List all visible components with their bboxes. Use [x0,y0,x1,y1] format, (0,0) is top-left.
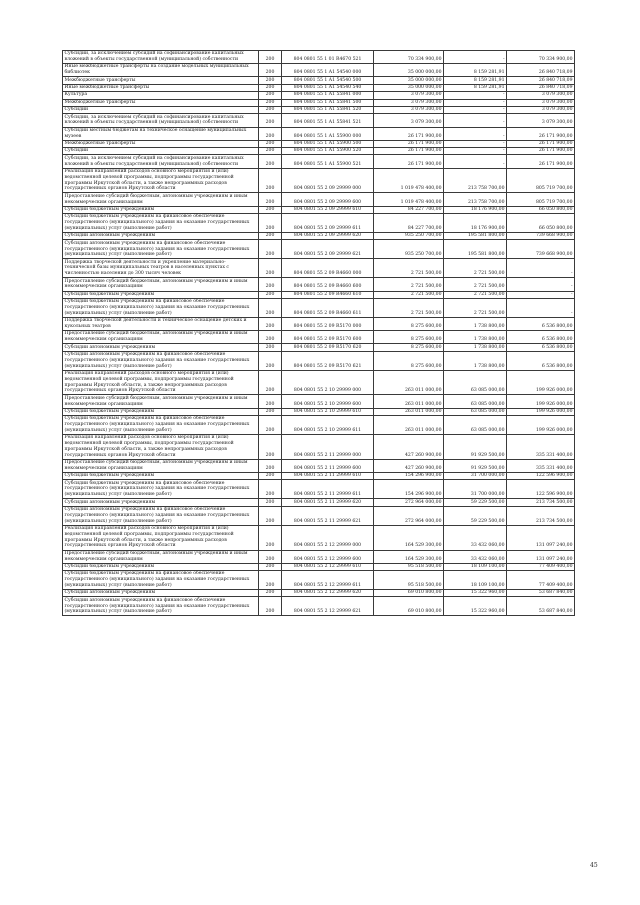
row-approved-amount-cell: 935 250 700,00 [374,240,444,259]
row-line-code-cell: 200 [259,370,282,395]
row-unexecuted-amount-cell: 53 687 840,00 [507,590,575,597]
row-name-cell: Предоставление субсидий бюджетным, автономным учреждениям и иным некоммерческим организациям [63,193,259,206]
row-approved-amount-cell: 95 518 500,00 [374,563,444,570]
row-executed-amount-cell: 2 721 500,00 [444,278,507,291]
row-executed-amount-cell: 2 721 500,00 [444,298,507,317]
row-unexecuted-amount-cell: 131 097 240,00 [507,525,575,550]
row-classification-code-cell: 804 0801 55 2 11 29999 621 [282,506,374,525]
row-approved-amount-cell: 263 011 000,00 [374,395,444,408]
row-executed-amount-cell: - [444,99,507,106]
row-approved-amount-cell: 263 011 000,00 [374,408,444,415]
row-classification-code-cell: 804 0801 55 2 11 29999 600 [282,459,374,472]
row-unexecuted-amount-cell: 77 409 400,00 [507,571,575,590]
row-classification-code-cell: 804 0801 55 2 09 29999 000 [282,168,374,193]
row-line-code-cell: 200 [259,480,282,499]
row-line-code-cell: 200 [259,233,282,240]
row-unexecuted-amount-cell: 26 171 900,00 [507,148,575,155]
budget-sheet [62,50,574,616]
row-executed-amount-cell: 18 176 900,00 [444,214,507,233]
row-executed-amount-cell: 18 109 100,00 [444,571,507,590]
row-name-cell: Субсидии бюджетным учреждениям на финансовое обеспечение государственного (муниципального) задания на оказание государственных (муниципальных) услуг (выполнение работ) [63,416,259,435]
row-unexecuted-amount-cell: - [507,298,575,317]
row-unexecuted-amount-cell: 739 668 900,00 [507,240,575,259]
row-classification-code-cell: 804 0801 55 2 09 R4660 000 [282,259,374,278]
row-approved-amount-cell: 935 250 700,00 [374,233,444,240]
row-name-cell: Иные межбюджетные трансферты [63,84,259,91]
row-line-code-cell: 200 [259,278,282,291]
row-approved-amount-cell: 69 010 800,00 [374,590,444,597]
row-name-cell: Субсидии бюджетным учреждениям на финансовое обеспечение государственного (муниципального) задания на оказание государственных (муниципальных) услуг (выполнение работ) [63,480,259,499]
row-approved-amount-cell: 70 334 900,00 [374,51,444,64]
row-unexecuted-amount-cell: - [507,291,575,298]
row-line-code-cell: 200 [259,499,282,506]
row-executed-amount-cell: 59 229 500,00 [444,506,507,525]
row-unexecuted-amount-cell: 26 840 718,09 [507,77,575,84]
row-classification-code-cell: 804 0801 55 1 A1 55841 520 [282,106,374,113]
table-row [63,233,575,240]
row-classification-code-cell: 804 0801 55 2 09 29999 610 [282,206,374,213]
row-line-code-cell: 200 [259,291,282,298]
row-approved-amount-cell: 8 275 600,00 [374,331,444,344]
row-name-cell: Субсидии бюджетным учреждениям [63,408,259,415]
row-unexecuted-amount-cell: 3 079 300,00 [507,92,575,99]
table-row [63,571,575,590]
row-name-cell: Субсидии бюджетным учреждениям [63,206,259,213]
row-classification-code-cell: 804 0801 55 2 11 29999 620 [282,499,374,506]
row-unexecuted-amount-cell: 26 171 900,00 [507,127,575,140]
row-unexecuted-amount-cell: 122 596 900,00 [507,473,575,480]
row-line-code-cell: 200 [259,99,282,106]
table-row [63,240,575,259]
row-unexecuted-amount-cell: 6 536 800,00 [507,344,575,351]
row-unexecuted-amount-cell: 213 734 500,00 [507,506,575,525]
table-row [63,597,575,616]
row-name-cell: Реализация направлений расходов основного мероприятия и (или) ведомственной целевой программы, подпрограммы государственной программы Иркутской области, а также непрограммных расходов государственных органов Иркутской области [63,525,259,550]
row-line-code-cell: 200 [259,525,282,550]
row-unexecuted-amount-cell: 739 668 900,00 [507,233,575,240]
row-line-code-cell: 200 [259,344,282,351]
row-classification-code-cell: 804 0801 55 1 A1 55900 521 [282,155,374,168]
row-unexecuted-amount-cell: 6 536 800,00 [507,351,575,370]
row-approved-amount-cell: 2 721 500,00 [374,278,444,291]
row-unexecuted-amount-cell: 6 536 800,00 [507,317,575,330]
row-approved-amount-cell: 84 227 700,00 [374,214,444,233]
table-row [63,459,575,472]
row-name-cell: Поддержка творческой деятельности и укрепление материально-технической базы муниципальных театров в населенных пунктах с численностью населения до 300 тысяч человек [63,259,259,278]
row-classification-code-cell: 804 0801 55 1 01 R4670 521 [282,51,374,64]
row-approved-amount-cell: 2 721 500,00 [374,291,444,298]
row-classification-code-cell: 804 0801 55 1 A1 55900 500 [282,140,374,147]
row-approved-amount-cell: 3 079 300,00 [374,92,444,99]
row-name-cell: Субсидии бюджетным учреждениям на финансовое обеспечение государственного (муниципального) задания на оказание государственных (муниципальных) услуг (выполнение работ) [63,298,259,317]
row-executed-amount-cell: 18 109 100,00 [444,563,507,570]
row-executed-amount-cell: 31 700 000,00 [444,473,507,480]
row-unexecuted-amount-cell: 3 079 300,00 [507,99,575,106]
row-classification-code-cell: 804 0801 55 1 A1 55841 000 [282,92,374,99]
row-classification-code-cell: 804 0801 55 2 12 29999 611 [282,571,374,590]
row-name-cell: Реализация направлений расходов основного мероприятия и (или) ведомственной целевой программы, подпрограммы государственной программы Иркутской области, а также непрограммных расходов государственных органов Иркутской области [63,370,259,395]
row-approved-amount-cell: 272 964 000,00 [374,506,444,525]
row-line-code-cell: 200 [259,259,282,278]
row-classification-code-cell: 804 0801 55 2 12 29999 620 [282,590,374,597]
table-row [63,193,575,206]
row-line-code-cell: 200 [259,77,282,84]
row-line-code-cell: 200 [259,563,282,570]
table-row [63,77,575,84]
row-name-cell: Межбюджетные трансферты [63,99,259,106]
row-approved-amount-cell: 2 721 500,00 [374,298,444,317]
row-approved-amount-cell: 35 000 000,00 [374,64,444,77]
row-unexecuted-amount-cell: 70 334 900,00 [507,51,575,64]
table-row [63,278,575,291]
row-unexecuted-amount-cell: 199 926 000,00 [507,416,575,435]
row-line-code-cell: 200 [259,351,282,370]
row-classification-code-cell: 804 0801 55 2 12 29999 621 [282,597,374,616]
table-row [63,298,575,317]
row-approved-amount-cell: 95 518 500,00 [374,571,444,590]
row-line-code-cell: 200 [259,106,282,113]
row-line-code-cell: 200 [259,435,282,460]
table-row [63,525,575,550]
table-row [63,370,575,395]
row-line-code-cell: 200 [259,317,282,330]
row-unexecuted-amount-cell: 6 536 800,00 [507,331,575,344]
row-name-cell: Субсидии автономным учреждениям [63,499,259,506]
row-name-cell: Иные межбюджетные трансферты на создание модельных муниципальных библиотек [63,64,259,77]
row-line-code-cell: 200 [259,331,282,344]
table-row [63,92,575,99]
row-executed-amount-cell: 91 929 500,00 [444,459,507,472]
row-approved-amount-cell: 8 275 600,00 [374,351,444,370]
table-row [63,506,575,525]
table-row [63,473,575,480]
row-line-code-cell: 200 [259,459,282,472]
row-line-code-cell: 200 [259,148,282,155]
row-unexecuted-amount-cell: 26 840 718,09 [507,64,575,77]
row-classification-code-cell: 804 0801 55 2 09 R4660 611 [282,298,374,317]
table-row [63,114,575,127]
row-line-code-cell: 200 [259,590,282,597]
row-approved-amount-cell: 35 000 000,00 [374,77,444,84]
table-row [63,590,575,597]
row-name-cell: Субсидии, за исключением субсидий на софинансирование капитальных вложений в объекты государственной (муниципальной) собственности [63,114,259,127]
row-name-cell: Межбюджетные трансферты [63,77,259,84]
table-row [63,499,575,506]
table-row [63,140,575,147]
row-unexecuted-amount-cell: 66 050 800,00 [507,206,575,213]
row-executed-amount-cell: 63 085 000,00 [444,408,507,415]
row-approved-amount-cell: 154 296 900,00 [374,473,444,480]
row-approved-amount-cell: 272 964 000,00 [374,499,444,506]
table-row [63,291,575,298]
row-classification-code-cell: 804 0801 55 2 11 29999 611 [282,480,374,499]
row-line-code-cell: 200 [259,206,282,213]
row-unexecuted-amount-cell: 131 097 240,00 [507,550,575,563]
row-executed-amount-cell: 15 322 960,00 [444,590,507,597]
table-row [63,408,575,415]
row-executed-amount-cell: 15 322 960,00 [444,597,507,616]
row-name-cell: Субсидии [63,106,259,113]
row-approved-amount-cell: 154 296 900,00 [374,480,444,499]
row-executed-amount-cell: 1 738 800,00 [444,317,507,330]
row-name-cell: Предоставление субсидий бюджетным, автономным учреждениям и иным некоммерческим организациям [63,550,259,563]
row-line-code-cell: 200 [259,240,282,259]
row-classification-code-cell: 804 0801 55 1 A1 54540 540 [282,84,374,91]
row-classification-code-cell: 804 0801 55 2 09 R5170 600 [282,331,374,344]
row-line-code-cell: 200 [259,155,282,168]
row-classification-code-cell: 804 0801 55 2 10 29999 610 [282,408,374,415]
row-classification-code-cell: 804 0801 55 2 09 29999 620 [282,233,374,240]
row-name-cell: Реализация направлений расходов основного мероприятия и (или) ведомственной целевой программы, подпрограммы государственной программы Иркутской области, а также непрограммных расходов государственных органов Иркутской области [63,168,259,193]
row-approved-amount-cell: 3 079 300,00 [374,99,444,106]
row-unexecuted-amount-cell: 805 719 700,00 [507,168,575,193]
row-unexecuted-amount-cell: 335 331 400,00 [507,435,575,460]
table-row [63,435,575,460]
table-row [63,155,575,168]
row-line-code-cell: 200 [259,84,282,91]
row-classification-code-cell: 804 0801 55 2 09 29999 611 [282,214,374,233]
row-unexecuted-amount-cell: 199 926 000,00 [507,408,575,415]
row-executed-amount-cell: 8 159 281,91 [444,64,507,77]
row-name-cell: Субсидии автономным учреждениям на финансовое обеспечение государственного (муниципального) задания на оказание государственных (муниципальных) услуг (выполнение работ) [63,506,259,525]
row-executed-amount-cell: 18 176 900,00 [444,206,507,213]
row-classification-code-cell: 804 0801 55 2 09 R4660 600 [282,278,374,291]
row-classification-code-cell: 804 0801 55 1 A1 55841 521 [282,114,374,127]
row-name-cell: Субсидии, за исключением субсидий на софинансирование капитальных вложений в объекты государственной (муниципальной) собственности [63,155,259,168]
row-executed-amount-cell: 8 159 281,91 [444,84,507,91]
row-name-cell: Предоставление субсидий бюджетным, автономным учреждениям и иным некоммерческим организациям [63,331,259,344]
row-executed-amount-cell: 213 758 700,00 [444,193,507,206]
row-name-cell: Реализация направлений расходов основного мероприятия и (или) ведомственной целевой программы, подпрограммы государственной программы Иркутской области, а также непрограммных расходов государственных органов Иркутской области [63,435,259,460]
row-executed-amount-cell: 1 738 800,00 [444,344,507,351]
row-name-cell: Субсидии автономным учреждениям на финансовое обеспечение государственного (муниципального) задания на оказание государственных (муниципальных) услуг (выполнение работ) [63,240,259,259]
row-line-code-cell: 200 [259,92,282,99]
row-approved-amount-cell: 26 171 900,00 [374,155,444,168]
row-executed-amount-cell: 1 738 800,00 [444,351,507,370]
row-approved-amount-cell: 84 227 700,00 [374,206,444,213]
table-row [63,148,575,155]
row-executed-amount-cell: 195 581 800,00 [444,233,507,240]
table-row [63,99,575,106]
row-unexecuted-amount-cell: 53 687 840,00 [507,597,575,616]
row-unexecuted-amount-cell: 66 050 800,00 [507,214,575,233]
row-classification-code-cell: 804 0801 55 2 09 R4660 610 [282,291,374,298]
row-classification-code-cell: 804 0801 55 2 10 29999 600 [282,395,374,408]
row-classification-code-cell: 804 0801 55 2 10 29999 611 [282,416,374,435]
row-executed-amount-cell: - [444,51,507,64]
row-name-cell: Субсидии автономным учреждениям [63,590,259,597]
row-approved-amount-cell: 3 079 300,00 [374,106,444,113]
row-unexecuted-amount-cell: 26 171 900,00 [507,140,575,147]
row-line-code-cell: 200 [259,64,282,77]
row-executed-amount-cell: - [444,148,507,155]
row-approved-amount-cell: 2 721 500,00 [374,259,444,278]
row-line-code-cell: 200 [259,395,282,408]
table-row [63,214,575,233]
row-line-code-cell: 200 [259,473,282,480]
row-line-code-cell: 200 [259,298,282,317]
row-classification-code-cell: 804 0801 55 1 A1 54540 500 [282,77,374,84]
row-unexecuted-amount-cell: 213 734 500,00 [507,499,575,506]
row-executed-amount-cell: 91 929 500,00 [444,435,507,460]
row-unexecuted-amount-cell: 199 926 000,00 [507,395,575,408]
row-executed-amount-cell: 2 721 500,00 [444,291,507,298]
row-line-code-cell: 200 [259,51,282,64]
row-line-code-cell: 200 [259,114,282,127]
row-executed-amount-cell: 2 721 500,00 [444,259,507,278]
row-line-code-cell: 200 [259,550,282,563]
row-name-cell: Субсидии бюджетным учреждениям [63,563,259,570]
row-name-cell: Межбюджетные трансферты [63,140,259,147]
table-row [63,351,575,370]
row-approved-amount-cell: 164 529 300,00 [374,525,444,550]
row-name-cell: Субсидии бюджетным учреждениям [63,473,259,480]
row-unexecuted-amount-cell: 335 331 400,00 [507,459,575,472]
row-line-code-cell: 200 [259,140,282,147]
row-name-cell: Субсидии автономным учреждениям [63,344,259,351]
row-name-cell: Субсидии [63,148,259,155]
row-approved-amount-cell: 69 010 800,00 [374,597,444,616]
row-executed-amount-cell: - [444,92,507,99]
row-executed-amount-cell: 63 085 000,00 [444,395,507,408]
row-classification-code-cell: 804 0801 55 2 12 29999 610 [282,563,374,570]
row-classification-code-cell: 804 0801 55 1 A1 55900 520 [282,148,374,155]
row-name-cell: Субсидии автономным учреждениям на финансовое обеспечение государственного (муниципального) задания на оказание государственных (муниципальных) услуг (выполнение работ) [63,351,259,370]
row-approved-amount-cell: 26 171 900,00 [374,140,444,147]
row-name-cell: Субсидии бюджетным учреждениям на финансовое обеспечение государственного (муниципального) задания на оказание государственных (муниципальных) услуг (выполнение работ) [63,571,259,590]
row-name-cell: Предоставление субсидий бюджетным, автономным учреждениям и иным некоммерческим организациям [63,459,259,472]
row-classification-code-cell: 804 0801 55 2 12 29999 600 [282,550,374,563]
row-approved-amount-cell: 26 171 900,00 [374,127,444,140]
table-row [63,168,575,193]
row-approved-amount-cell: 8 275 600,00 [374,344,444,351]
row-unexecuted-amount-cell: 3 079 300,00 [507,114,575,127]
row-approved-amount-cell: 26 171 900,00 [374,148,444,155]
row-name-cell: Субсидии местным бюджетам на техническое оснащение муниципальных музеев [63,127,259,140]
row-line-code-cell: 200 [259,214,282,233]
row-executed-amount-cell: 33 432 060,00 [444,550,507,563]
row-approved-amount-cell: 427 260 900,00 [374,435,444,460]
table-row [63,106,575,113]
row-unexecuted-amount-cell: 199 926 000,00 [507,370,575,395]
table-row [63,416,575,435]
row-executed-amount-cell: 33 432 060,00 [444,525,507,550]
row-name-cell: Поддержка творческой деятельности и техническое оснащение детских и кукольных театров [63,317,259,330]
table-row [63,480,575,499]
table-row [63,563,575,570]
page-number: 45 [590,862,598,869]
row-unexecuted-amount-cell: 122 596 900,00 [507,480,575,499]
table-row [63,206,575,213]
row-classification-code-cell: 804 0801 55 2 12 29999 000 [282,525,374,550]
row-classification-code-cell: 804 0801 55 2 09 R5170 620 [282,344,374,351]
row-line-code-cell: 200 [259,193,282,206]
row-unexecuted-amount-cell: 77 409 400,00 [507,563,575,570]
row-classification-code-cell: 804 0801 55 1 A1 55841 500 [282,99,374,106]
table-row [63,51,575,64]
row-line-code-cell: 200 [259,571,282,590]
row-line-code-cell: 200 [259,597,282,616]
table-row [63,84,575,91]
row-name-cell: Субсидии, за исключением субсидий на софинансирование капитальных вложений в объекты государственной (муниципальной) собственности [63,51,259,64]
row-approved-amount-cell: 8 275 600,00 [374,317,444,330]
row-name-cell: Субсидии автономным учреждениям на финансовое обеспечение государственного (муниципального) задания на оказание государственных (муниципальных) услуг (выполнение работ) [63,597,259,616]
row-executed-amount-cell: - [444,127,507,140]
row-name-cell: Субсидии бюджетным учреждениям [63,291,259,298]
row-executed-amount-cell: 1 738 800,00 [444,331,507,344]
table-row [63,64,575,77]
row-classification-code-cell: 804 0801 55 2 09 29999 621 [282,240,374,259]
row-line-code-cell: 200 [259,506,282,525]
row-name-cell: Субсидии автономным учреждениям [63,233,259,240]
row-executed-amount-cell: 63 085 000,00 [444,416,507,435]
row-classification-code-cell: 804 0801 55 2 11 29999 610 [282,473,374,480]
row-executed-amount-cell: - [444,140,507,147]
row-line-code-cell: 200 [259,127,282,140]
row-name-cell: Субсидии бюджетным учреждениям на финансовое обеспечение государственного (муниципального) задания на оказание государственных (муниципальных) услуг (выполнение работ) [63,214,259,233]
row-line-code-cell: 200 [259,408,282,415]
table-row [63,344,575,351]
row-line-code-cell: 200 [259,168,282,193]
row-unexecuted-amount-cell: - [507,259,575,278]
row-approved-amount-cell: 427 260 900,00 [374,459,444,472]
row-executed-amount-cell: 8 159 281,91 [444,77,507,84]
row-executed-amount-cell: 195 581 800,00 [444,240,507,259]
row-classification-code-cell: 804 0801 55 2 09 R5170 000 [282,317,374,330]
row-executed-amount-cell: - [444,114,507,127]
row-classification-code-cell: 804 0801 55 1 A1 55900 000 [282,127,374,140]
table-row [63,127,575,140]
row-unexecuted-amount-cell: 26 171 900,00 [507,155,575,168]
table-row [63,550,575,563]
row-name-cell: Культура [63,92,259,99]
row-classification-code-cell: 804 0801 55 2 10 29999 000 [282,370,374,395]
row-unexecuted-amount-cell: 3 079 300,00 [507,106,575,113]
row-classification-code-cell: 804 0801 55 1 A1 54540 000 [282,64,374,77]
row-unexecuted-amount-cell: 805 719 700,00 [507,193,575,206]
row-approved-amount-cell: 263 011 000,00 [374,370,444,395]
row-approved-amount-cell: 3 079 300,00 [374,114,444,127]
row-approved-amount-cell: 1 019 478 400,00 [374,193,444,206]
table-row [63,259,575,278]
row-executed-amount-cell: - [444,106,507,113]
row-executed-amount-cell: 213 758 700,00 [444,168,507,193]
row-executed-amount-cell: - [444,155,507,168]
table-body [63,51,575,616]
row-unexecuted-amount-cell: - [507,278,575,291]
row-approved-amount-cell: 164 529 300,00 [374,550,444,563]
budget-execution-table [62,50,575,616]
row-classification-code-cell: 804 0801 55 2 09 29999 600 [282,193,374,206]
row-name-cell: Предоставление субсидий бюджетным, автономным учреждениям и иным некоммерческим организациям [63,395,259,408]
table-row [63,317,575,330]
row-approved-amount-cell: 35 000 000,00 [374,84,444,91]
row-approved-amount-cell: 263 011 000,00 [374,416,444,435]
row-executed-amount-cell: 31 700 000,00 [444,480,507,499]
row-approved-amount-cell: 1 019 478 400,00 [374,168,444,193]
row-name-cell: Предоставление субсидий бюджетным, автономным учреждениям и иным некоммерческим организациям [63,278,259,291]
row-classification-code-cell: 804 0801 55 2 09 R5170 621 [282,351,374,370]
row-classification-code-cell: 804 0801 55 2 11 29999 000 [282,435,374,460]
row-executed-amount-cell: 59 229 500,00 [444,499,507,506]
row-line-code-cell: 200 [259,416,282,435]
table-row [63,395,575,408]
row-executed-amount-cell: 63 085 000,00 [444,370,507,395]
table-row [63,331,575,344]
row-unexecuted-amount-cell: 26 840 718,09 [507,84,575,91]
